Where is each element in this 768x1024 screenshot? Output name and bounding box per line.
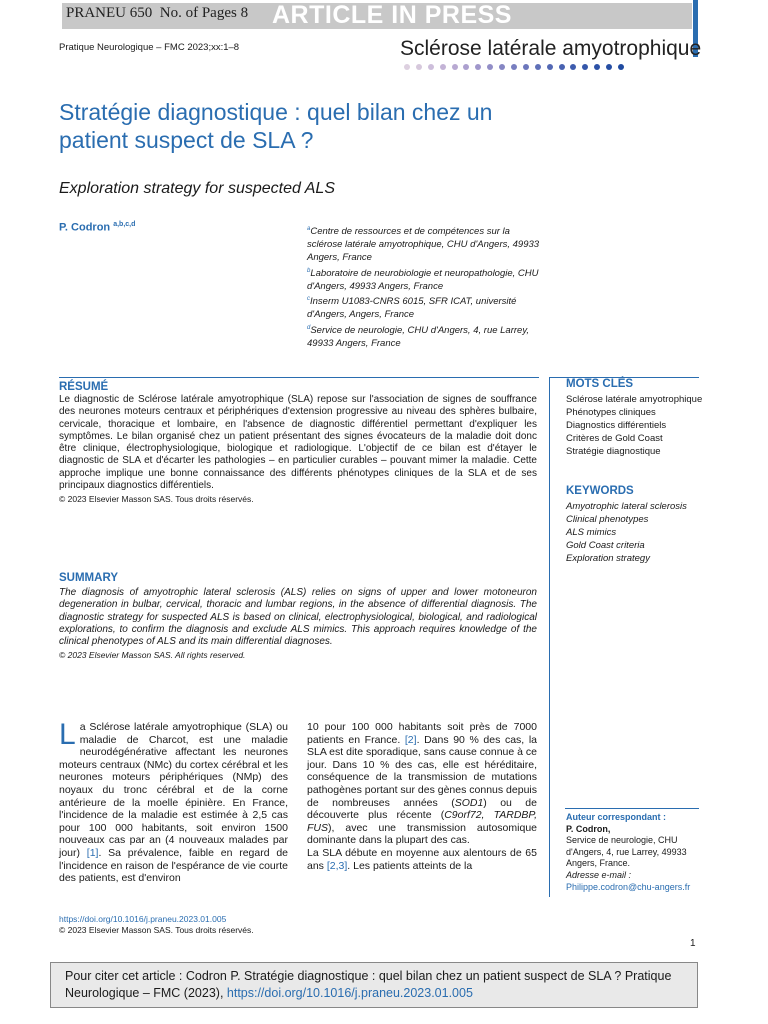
dot [523,64,529,70]
keywords-list [566,500,706,565]
mots-cles-item: Critères de Gold Coast [566,433,663,444]
dot [428,64,434,70]
decorative-dots [404,64,689,74]
citation-box: Pour citer cet article : Codron P. Stratégie diagnostique : quel bilan chez un patient suspect de SLA ? Pratique Neurologique – FMC (2023), https://doi.org/10.1016/j.praneu.2023.01.005 [50,962,698,1008]
reference-link[interactable]: [2] [404,733,417,746]
resume-copyright: © 2023 Elsevier Masson SAS. Tous droits réservés. [59,494,254,505]
dot [570,64,576,70]
dot [416,64,422,70]
page-number: 1 [690,938,696,949]
article-title: Stratégie diagnostique : quel bilan chez un patient suspect de SLA ? [59,99,493,153]
body-column-1: La Sclérose latérale amyotrophique (SLA) ou maladie de Charcot, est une maladie neurodégénérative affectant les neurones moteurs centraux (NMc) du cortex cérébral et les neurones moteurs périphériques (NMp) des noyaux du tronc cérébral et de la corne antérieure de la moelle épinière. En France, l'incidence de la maladie est estimée à 2,5 cas pour 100 000 habitants, soit environ 1500 nouveaux cas par an (4 nouveaux malades par jour) [1]. Sa prévalence, faible en regard de l'incidence en raison de l'espérance de vie courte des patients, est d'environ [59,718,288,885]
dot [559,64,565,70]
article-in-press-banner: ARTICLE IN PRESS [272,1,512,29]
affiliation-item: $^b$Laboratoire de neurobiologie et neuropathologie, CHU d'Angers, 49933 Angers, France [307,267,539,292]
divider [565,808,699,809]
mots-cles-list [566,393,706,458]
dot [606,64,612,70]
keyword-item: Exploration strategy [566,553,650,564]
dot [582,64,588,70]
article-subtitle: Exploration strategy for suspected ALS [59,180,335,197]
dot [547,64,553,70]
dot [487,64,493,70]
keywords-heading: KEYWORDS [566,485,634,497]
reference-link[interactable]: [2,3] [326,859,348,872]
affiliation-item: $^a$Centre de ressources et de compétences sur la sclérose latérale amyotrophique, CHU d'Angers, 49933 Angers, France [307,226,540,263]
keyword-item: Amyotrophic lateral sclerosis [566,501,687,512]
dot [475,64,481,70]
dot [404,64,410,70]
mots-cles-item: Stratégie diagnostique [566,446,661,457]
mots-cles-item: Sclérose latérale amyotrophique [566,394,703,405]
resume-text: Le diagnostic de Sclérose latérale amyotrophique (SLA) repose sur l'association de signes de souffrance des neurones moteurs centraux et périphériques d'extension progressive au niveau des sphères bulbaire, cervicale, thoracique et lombaire, en l'absence de diagnostic différentiel permettant d'expliquer les symptômes. Le bilan organisé chez un patient présentant des signes évocateurs de la maladie doit donc être clinique, électrophysiologique, biologique et radiologique. L'objectif de ce bilan est d'étayer le diagnostic de SLA et d'écarter les pathologies – en particulier curables – pouvant mimer la maladie. Cette approche implique une bonne connaissance des différents phénotypes cliniques de la SLA et de ses principaux diagnostics différentiels. © 2023 Elsevier Masson SAS. Tous droits réservés. [59,394,537,505]
author-affiliation-refs: a,b,c,d [113,221,136,228]
affiliation-item: $^c$Inserm U1083-CNRS 6015, SFR ICAT, université d'Angers, Angers, France [307,296,517,321]
dot [618,64,624,70]
summary-heading: SUMMARY [59,572,118,584]
dot [440,64,446,70]
mots-cles-item: Diagnostics différentiels [566,420,667,431]
dot [499,64,505,70]
manuscript-code: PRANEU 650 No. of Pages 8 [66,5,249,21]
reference-link[interactable]: [1] [86,846,99,859]
email-link[interactable]: Philippe.codron@chu-angers.fr [566,881,691,892]
citation-doi-link[interactable]: https://doi.org/10.1016/j.praneu.2023.01.005 [226,986,473,1000]
keyword-item: Clinical phenotypes [566,514,649,525]
affiliation-item: $^d$Service de neurologie, CHU d'Angers, 4, rue Larrey, 49933 Angers, France [307,325,530,349]
summary-text: The diagnosis of amyotrophic lateral sclerosis (ALS) relies on signs of upper and lower motoneuron degeneration in bulbar, cervical, thoracic and lumbar regions, in the absence of differential diagnosis. The diagnostic strategy for suspected ALS is based on clinical, electrophysiological, biological, and radiological explorations, to confirm the diagnosis and exclude ALS mimics. This approach requires knowledge of the clinical phenotypes of ALS and its main differential diagnoses. © 2023 Elsevier Masson SAS. All rights reserved. [59,587,537,661]
correspondence-block: Auteur correspondant : P. Codron, Service de neurologie, CHU d'Angers, 4, rue Larrey, 49933 Angers, France. Adresse e-mail : Philippe.codron@chu-angers.fr [566,812,691,892]
sidebar-divider [549,377,550,897]
drop-cap: L [59,718,76,751]
dot [452,64,458,70]
author-name: P. Codron $^{a,b,c,d}$ [59,221,136,234]
section-title: Sclérose latérale amyotrophique [400,37,702,60]
dot [594,64,600,70]
footer-copyright: © 2023 Elsevier Masson SAS. Tous droits réservés. [59,925,254,935]
doi-link[interactable]: https://doi.org/10.1016/j.praneu.2023.01.005 [59,914,227,924]
journal-citation: Pratique Neurologique – FMC 2023;xx:1–8 [59,42,240,53]
mots-cles-item: Phénotypes cliniques [566,407,656,418]
dot [511,64,517,70]
resume-heading: RÉSUMÉ [59,381,109,393]
divider [59,377,539,378]
keyword-item: ALS mimics [566,527,617,538]
mots-cles-heading: MOTS CLÉS [566,378,634,390]
dot [463,64,469,70]
affiliations [307,223,547,351]
keyword-item: Gold Coast criteria [566,540,645,551]
summary-copyright: © 2023 Elsevier Masson SAS. All rights reserved. [59,650,246,661]
dot [535,64,541,70]
body-column-2: 10 pour 100 000 habitants soit près de 7000 patients en France. [2]. Dans 90 % des cas, la SLA est dite sporadique, sans cause connue à ce jour. Dans 10 % des cas, elle est héréditaire, conséquence de la transmission de mutations pathogènes portant sur des gènes connus depuis de nombreuses années (SOD1) ou de découverte plus récente (C9orf72, TARDBP, FUS), avec une transmission autosomique dominante dans la plupart des cas. La SLA débute en moyenne aux alentours de 65 ans [2,3]. Les patients atteints de la [307,721,538,872]
